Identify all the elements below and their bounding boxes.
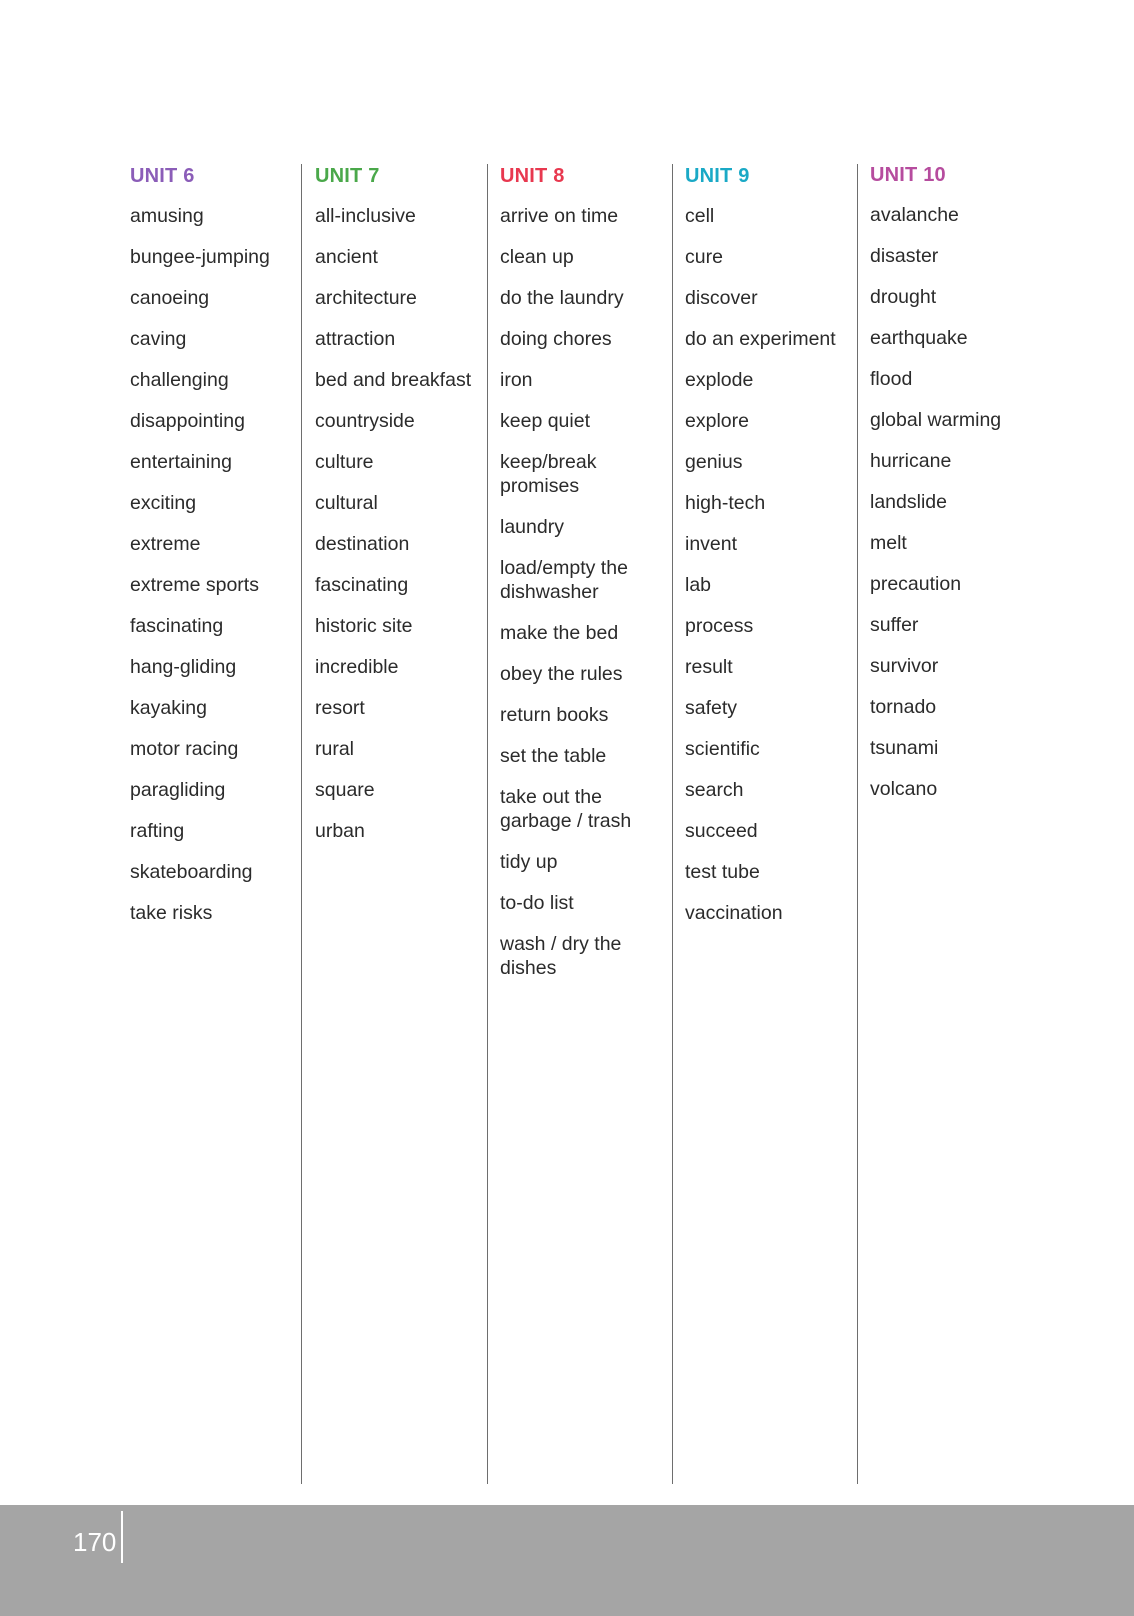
- vocabulary-word: urban: [315, 820, 365, 842]
- vocabulary-word: melt: [870, 532, 907, 554]
- vocabulary-word: bed and breakfast: [315, 369, 472, 391]
- unit-9-heading: UNIT 9: [685, 165, 750, 187]
- unit-10-word-list: [870, 203, 1070, 801]
- vocabulary-word: obey the rules: [500, 663, 623, 685]
- vocabulary-word: culture: [315, 451, 374, 473]
- vocabulary-word: caving: [130, 328, 187, 350]
- vocabulary-word: precaution: [870, 573, 962, 595]
- vocabulary-word: entertaining: [130, 451, 232, 473]
- unit-7-heading: UNIT 7: [315, 165, 380, 187]
- unit-7-word-list: [315, 204, 487, 843]
- vocabulary-word: safety: [685, 697, 738, 719]
- vocabulary-word: countryside: [315, 410, 415, 432]
- vocabulary-word: make the bed: [500, 622, 619, 644]
- vocabulary-word: lab: [685, 574, 712, 596]
- vocabulary-word: return books: [500, 704, 609, 726]
- vocabulary-word: kayaking: [130, 697, 207, 719]
- vocabulary-word: genius: [685, 451, 743, 473]
- vocabulary-word: take risks: [130, 902, 213, 924]
- unit-9-column: [685, 164, 858, 1484]
- vocabulary-word: hurricane: [870, 450, 952, 472]
- page-footer: [0, 1505, 1134, 1616]
- vocabulary-word: survivor: [870, 655, 939, 677]
- vocabulary-word: square: [315, 779, 375, 801]
- unit-8-column: [500, 164, 673, 1484]
- vocabulary-word: avalanche: [870, 204, 959, 226]
- vocabulary-word: landslide: [870, 491, 947, 513]
- unit-7-column: [315, 164, 488, 1484]
- vocabulary-word: destination: [315, 533, 410, 555]
- vocabulary-word: cure: [685, 246, 723, 268]
- vocabulary-word: arrive on time: [500, 205, 619, 227]
- vocabulary-word: fascinating: [130, 615, 224, 637]
- vocabulary-word: ancient: [315, 246, 378, 268]
- vocabulary-word: bungee-jumping: [130, 246, 270, 268]
- page-number: 170: [73, 1527, 117, 1557]
- vocabulary-word: keep/break promises: [500, 451, 597, 497]
- vocabulary-word: clean up: [500, 246, 574, 268]
- vocabulary-word: to-do list: [500, 892, 574, 914]
- vocabulary-word: volcano: [870, 778, 938, 800]
- vocabulary-word: cell: [685, 205, 715, 227]
- vocabulary-word: do an experiment: [685, 328, 836, 350]
- vocabulary-word: extreme sports: [130, 574, 259, 596]
- vocabulary-word: architecture: [315, 287, 417, 309]
- vocabulary-word: motor racing: [130, 738, 239, 760]
- vocabulary-word: earthquake: [870, 327, 968, 349]
- vocabulary-word: wash / dry the dishes: [500, 933, 622, 979]
- vocabulary-word: rural: [315, 738, 355, 760]
- vocabulary-word: paragliding: [130, 779, 226, 801]
- unit-8-heading: UNIT 8: [500, 165, 565, 187]
- vocabulary-word: set the table: [500, 745, 607, 767]
- vocabulary-word: invent: [685, 533, 738, 555]
- vocabulary-columns: [0, 164, 1134, 1484]
- vocabulary-word: amusing: [130, 205, 204, 227]
- vocabulary-word: search: [685, 779, 744, 801]
- vocabulary-word: test tube: [685, 861, 760, 883]
- vocabulary-word: discover: [685, 287, 758, 309]
- vocabulary-word: scientific: [685, 738, 760, 760]
- vocabulary-word: rafting: [130, 820, 185, 842]
- vocabulary-word: result: [685, 656, 733, 678]
- vocabulary-word: historic site: [315, 615, 413, 637]
- unit-6-column: [130, 164, 302, 1484]
- vocabulary-word: laundry: [500, 516, 564, 538]
- vocabulary-word: load/empty the dishwasher: [500, 557, 628, 603]
- unit-6-word-list: [130, 204, 301, 925]
- unit-8-word-list: [500, 204, 672, 980]
- unit-10-column: [870, 163, 1070, 1483]
- vocabulary-word: cultural: [315, 492, 378, 514]
- page-number-divider: [121, 1511, 123, 1563]
- vocabulary-word: incredible: [315, 656, 399, 678]
- vocabulary-word: drought: [870, 286, 937, 308]
- vocabulary-word: explore: [685, 410, 749, 432]
- vocabulary-word: global warming: [870, 409, 1002, 431]
- vocabulary-word: high-tech: [685, 492, 766, 514]
- vocabulary-word: resort: [315, 697, 365, 719]
- vocabulary-word: take out the garbage / trash: [500, 786, 632, 832]
- unit-6-heading: UNIT 6: [130, 165, 195, 187]
- vocabulary-word: succeed: [685, 820, 758, 842]
- vocabulary-word: iron: [500, 369, 533, 391]
- vocabulary-word: fascinating: [315, 574, 409, 596]
- vocabulary-word: exciting: [130, 492, 197, 514]
- vocabulary-word: canoeing: [130, 287, 210, 309]
- vocabulary-word: tornado: [870, 696, 937, 718]
- vocabulary-word: disaster: [870, 245, 939, 267]
- vocabulary-word: attraction: [315, 328, 396, 350]
- vocabulary-word: vaccination: [685, 902, 783, 924]
- vocabulary-word: extreme: [130, 533, 201, 555]
- vocabulary-word: tidy up: [500, 851, 558, 873]
- vocabulary-word: all-inclusive: [315, 205, 416, 227]
- vocabulary-word: skateboarding: [130, 861, 253, 883]
- vocabulary-word: disappointing: [130, 410, 245, 432]
- vocabulary-word: doing chores: [500, 328, 612, 350]
- vocabulary-word: suffer: [870, 614, 919, 636]
- vocabulary-word: keep quiet: [500, 410, 590, 432]
- vocabulary-word: tsunami: [870, 737, 939, 759]
- vocabulary-word: do the laundry: [500, 287, 624, 309]
- vocabulary-word: hang-gliding: [130, 656, 237, 678]
- unit-9-word-list: [685, 204, 857, 925]
- vocabulary-word: challenging: [130, 369, 229, 391]
- unit-10-heading: UNIT 10: [870, 164, 946, 186]
- vocabulary-word: process: [685, 615, 754, 637]
- vocabulary-word: explode: [685, 369, 754, 391]
- vocabulary-word: flood: [870, 368, 913, 390]
